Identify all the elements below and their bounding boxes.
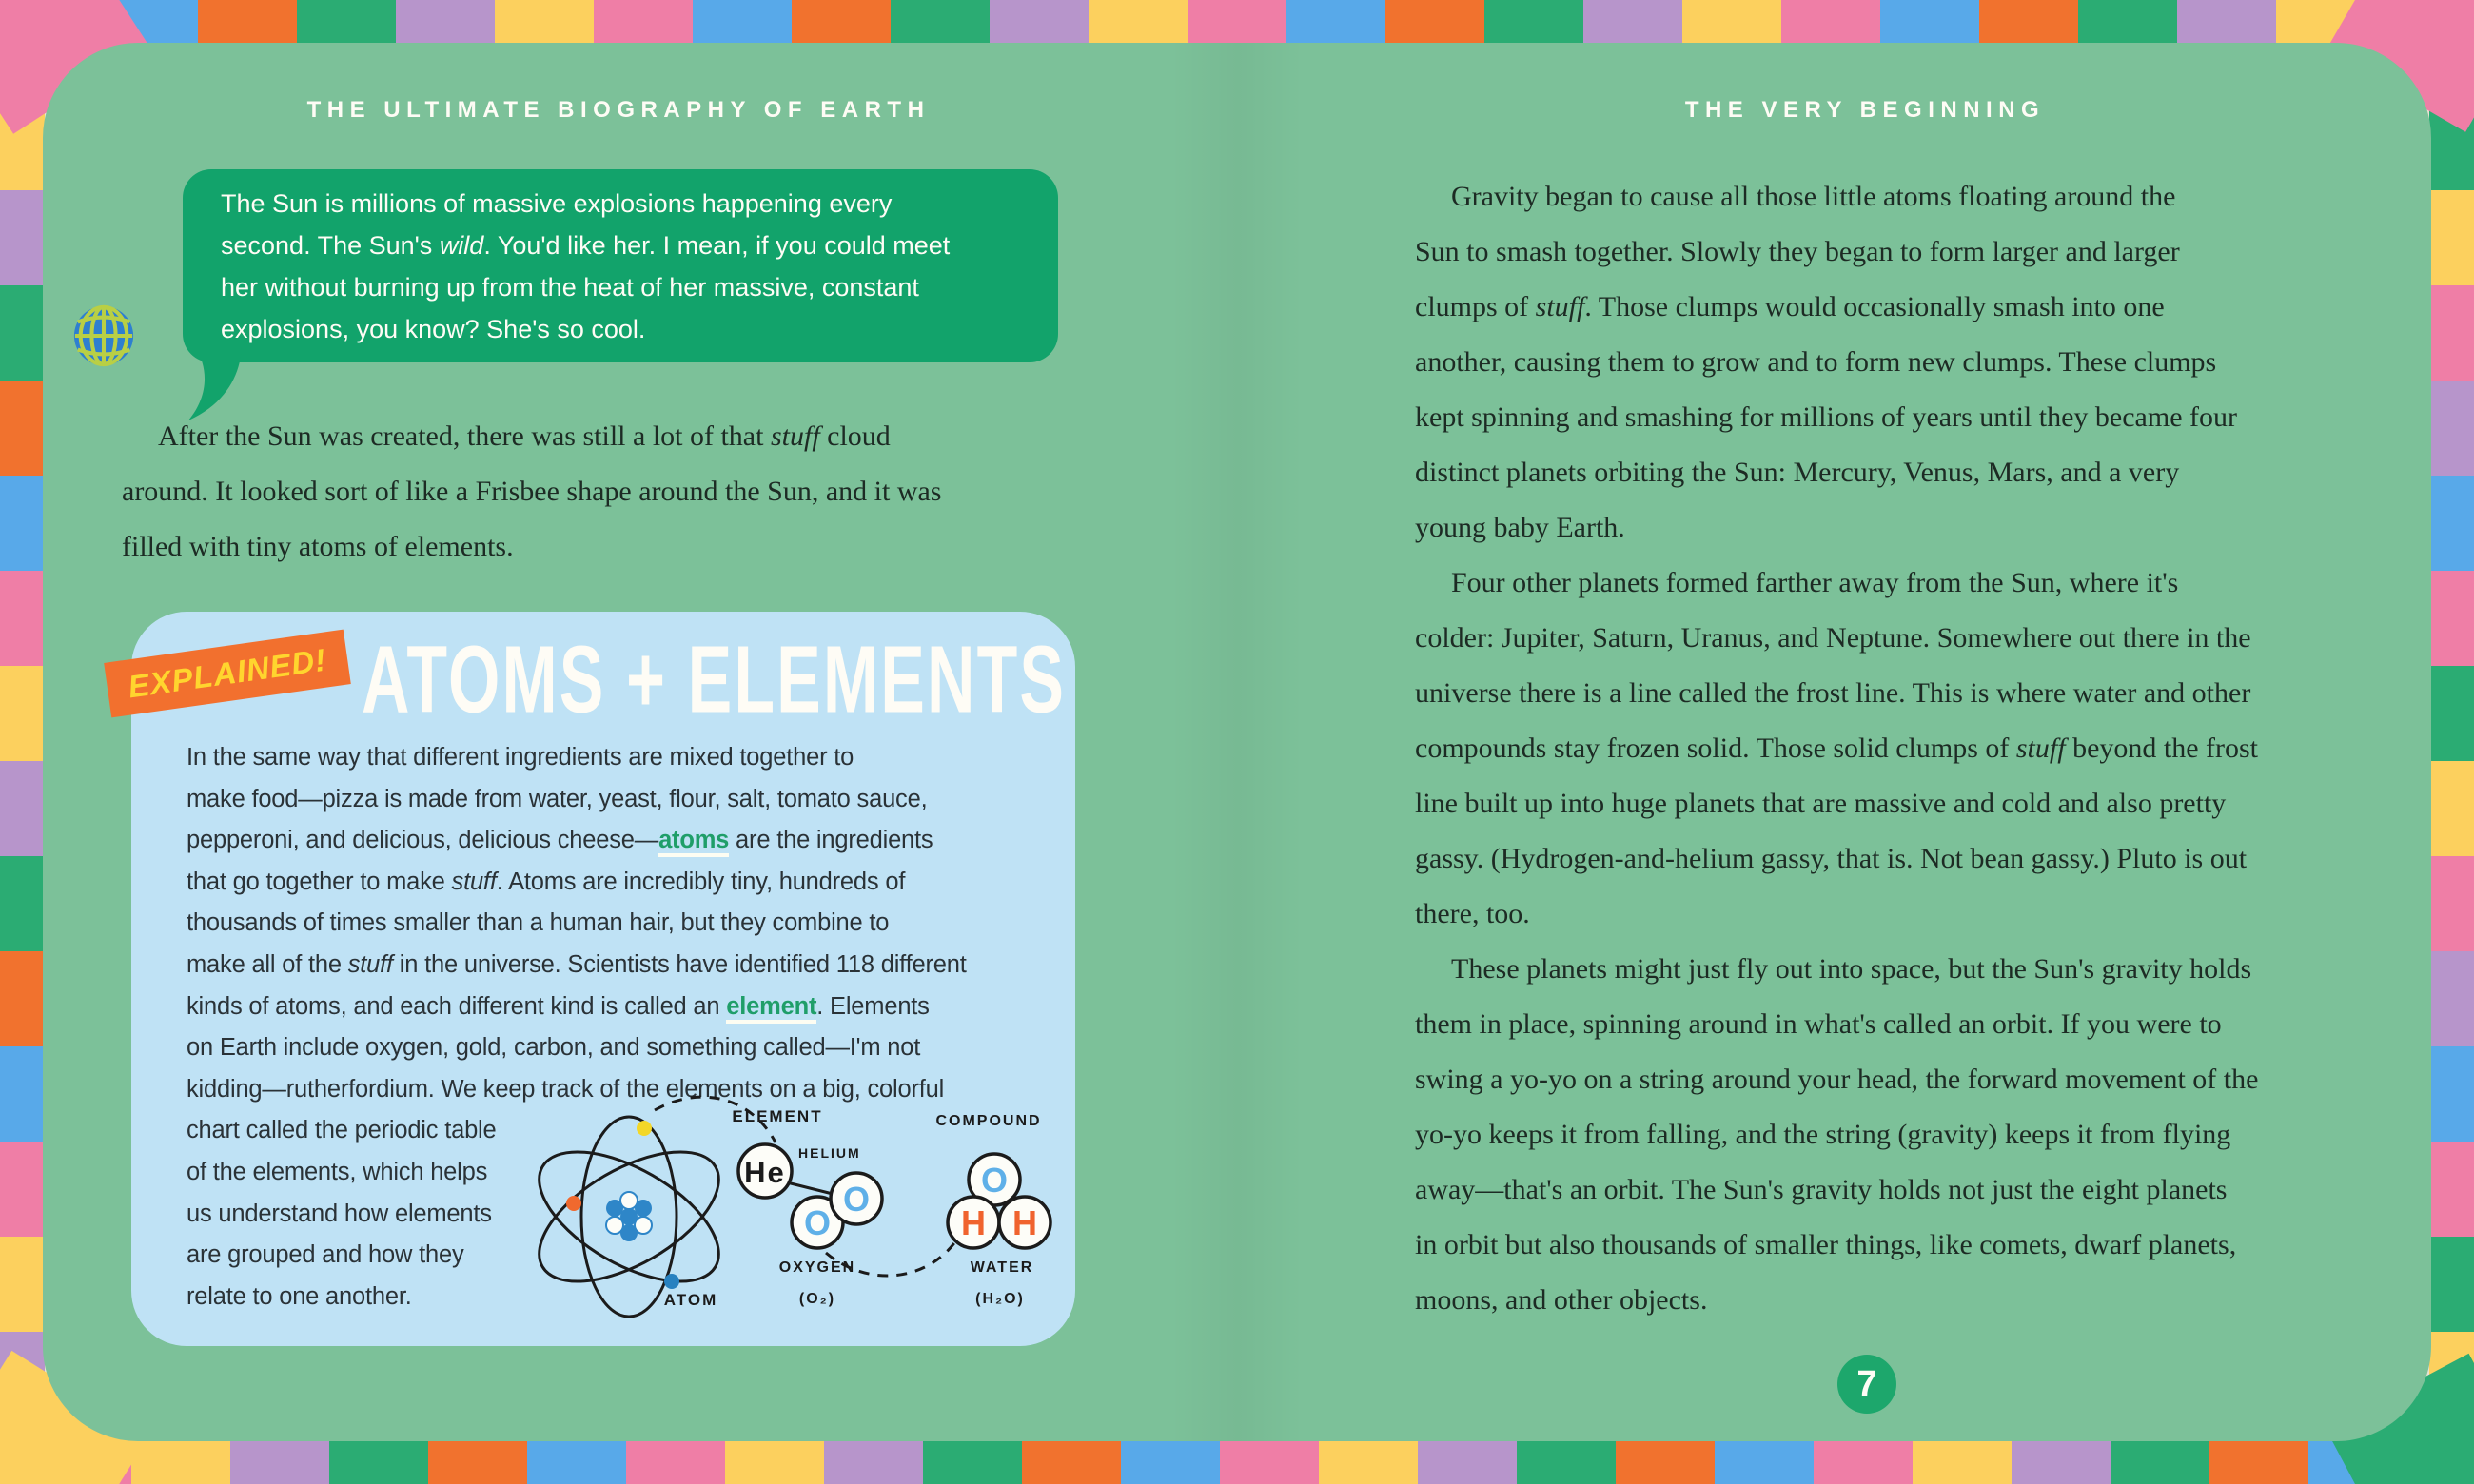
svg-text:HELIUM: HELIUM — [798, 1145, 861, 1162]
text-line — [187, 986, 1054, 1028]
page-panel — [43, 43, 2431, 1441]
border-block — [495, 0, 594, 45]
text-segment: them in place, spinning around in what's called an orbit. If you were to — [1415, 1008, 2222, 1040]
text-segment: . Atoms are incredibly tiny, hundreds of — [496, 868, 906, 895]
svg-text:WATER: WATER — [970, 1259, 1034, 1277]
border-block — [2429, 666, 2474, 761]
border-block — [527, 1439, 626, 1484]
border-block — [1022, 1439, 1121, 1484]
border-block — [1517, 1439, 1616, 1484]
text-line — [122, 409, 941, 464]
svg-text:(O₂): (O₂) — [798, 1291, 836, 1308]
text-line — [1415, 445, 2258, 500]
svg-text:H: H — [961, 1203, 986, 1243]
text-line — [221, 266, 1058, 308]
text-segment: compounds stay frozen solid. Those solid clumps of — [1415, 732, 2016, 764]
explained-body-narrow — [187, 1110, 536, 1318]
text-line — [1415, 721, 2258, 776]
text-segment: pepperoni, and delicious, delicious cheese— — [187, 827, 659, 854]
left-running-head: THE ULTIMATE BIOGRAPHY OF EARTH — [306, 97, 931, 123]
text-segment: make food—pizza is made from water, yeast, flour, salt, tomato sauce, — [187, 785, 928, 812]
border-block — [1089, 0, 1188, 45]
text-line — [122, 464, 941, 519]
text-segment: chart called the periodic table — [187, 1117, 497, 1144]
text-segment: . You'd like her. I mean, if you could meet — [483, 231, 951, 260]
text-line — [1415, 1162, 2258, 1218]
text-line — [1415, 169, 2258, 225]
text-segment: young baby Earth. — [1415, 512, 1625, 543]
text-segment: stuff — [770, 420, 820, 452]
text-line — [187, 945, 1054, 986]
border-block — [2429, 476, 2474, 571]
border-block — [1188, 0, 1286, 45]
text-segment: stuff — [1535, 291, 1585, 322]
svg-text:O: O — [842, 1180, 871, 1220]
text-line — [187, 1235, 536, 1277]
text-line — [187, 1277, 536, 1318]
text-line — [187, 903, 1054, 945]
text-segment: relate to one another. — [187, 1282, 412, 1310]
text-segment: universe there is a line called the frost line. This is where water and other — [1415, 677, 2251, 709]
border-block — [1913, 1439, 2012, 1484]
text-line — [1415, 1052, 2258, 1107]
text-line — [187, 737, 1054, 779]
text-segment: filled with tiny atoms of elements. — [122, 531, 514, 562]
glossary-term: element — [726, 993, 816, 1024]
text-line — [1415, 556, 2258, 611]
text-segment: around. It looked sort of like a Frisbee shape around the Sun, and it was — [122, 476, 942, 507]
border-block — [1979, 0, 2078, 45]
text-segment: cloud — [819, 420, 891, 452]
text-segment: line built up into huge planets that are massive and cold and also pretty — [1415, 788, 2227, 819]
svg-text:ATOM: ATOM — [663, 1291, 718, 1310]
text-segment: there, too. — [1415, 898, 1530, 929]
text-segment: stuff — [347, 950, 393, 978]
border-block — [2209, 1439, 2308, 1484]
text-line — [187, 1110, 536, 1152]
text-line — [1415, 335, 2258, 390]
text-segment: in the universe. Scientists have identified 118 different — [392, 950, 967, 978]
text-segment: beyond the frost — [2065, 732, 2259, 764]
text-segment: stuff — [451, 868, 497, 895]
border-block — [1880, 0, 1979, 45]
text-line — [1415, 887, 2258, 942]
text-segment: colder: Jupiter, Saturn, Uranus, and Neptune. Somewhere out there in the — [1415, 622, 2251, 654]
border-block — [2429, 1142, 2474, 1237]
border-block — [2429, 856, 2474, 951]
text-segment: kinds of atoms, and each different kind is called an — [187, 992, 727, 1020]
text-segment: gassy. (Hydrogen-and-helium gassy, that is. Not bean gassy.) Pluto is out — [1415, 843, 2248, 874]
border-block — [0, 856, 45, 951]
border-block — [1682, 0, 1781, 45]
border-block — [2177, 0, 2276, 45]
border-block — [1220, 1439, 1319, 1484]
speech-bubble-text — [221, 183, 1058, 350]
text-line — [187, 1152, 536, 1194]
text-segment: clumps of — [1415, 291, 1536, 322]
text-line — [221, 225, 1058, 266]
border-block — [1484, 0, 1583, 45]
border-block — [2429, 571, 2474, 666]
border-block — [297, 0, 396, 45]
text-segment: The Sun is millions of massive explosions happening every — [221, 189, 893, 218]
border-block — [693, 0, 792, 45]
text-line — [122, 519, 941, 575]
svg-text:He: He — [744, 1156, 786, 1190]
border-block — [0, 285, 45, 381]
svg-text:O: O — [980, 1161, 1009, 1201]
text-line — [187, 862, 1054, 904]
text-segment: thousands of times smaller than a human hair, but they combine to — [187, 909, 890, 937]
text-line — [1415, 1107, 2258, 1162]
border-block — [725, 1439, 824, 1484]
text-segment: Sun to smash together. Slowly they began to form larger and larger — [1415, 236, 2180, 267]
explained-tag: EXPLAINED! — [104, 630, 350, 718]
border-block — [2429, 1237, 2474, 1332]
svg-text:ELEMENT: ELEMENT — [732, 1107, 823, 1126]
border-block — [198, 0, 297, 45]
text-segment: kept spinning and smashing for millions of years until they became four — [1415, 401, 2237, 433]
electron-yellow — [637, 1121, 652, 1136]
text-line — [221, 308, 1058, 350]
border-block — [824, 1439, 923, 1484]
border-block — [428, 1439, 527, 1484]
border-block — [990, 0, 1089, 45]
border-block — [0, 571, 45, 666]
text-segment: another, causing them to grow and to form new clumps. These clumps — [1415, 346, 2217, 378]
border-block — [1781, 0, 1880, 45]
border-block — [2429, 381, 2474, 476]
text-segment: in orbit but also thousands of smaller things, like comets, dwarf planets, — [1415, 1229, 2237, 1260]
text-segment: In the same way that different ingredients are mixed together to — [187, 744, 854, 771]
border-block — [626, 1439, 725, 1484]
border-block — [792, 0, 891, 45]
text-line — [187, 779, 1054, 821]
border-block — [131, 1439, 230, 1484]
text-segment: wild — [439, 231, 484, 260]
text-segment: These planets might just fly out into space, but the Sun's gravity holds — [1451, 953, 2252, 985]
text-line — [187, 1027, 1054, 1069]
text-segment: on Earth include oxygen, gold, carbon, and something called—I'm not — [187, 1034, 921, 1062]
border-block — [396, 0, 495, 45]
border-block — [1814, 1439, 1913, 1484]
text-segment: Gravity began to cause all those little atoms floating around the — [1451, 181, 2176, 212]
text-segment: of the elements, which helps — [187, 1158, 488, 1185]
text-line — [1415, 500, 2258, 556]
svg-text:O: O — [803, 1203, 832, 1243]
text-line — [1415, 776, 2258, 831]
border-block — [1121, 1439, 1220, 1484]
text-line — [1415, 831, 2258, 887]
border-block — [0, 761, 45, 856]
text-segment: Four other planets formed farther away from the Sun, where it's — [1451, 567, 2179, 598]
text-segment: her without burning up from the heat of her massive, constant — [221, 273, 919, 302]
text-line — [1415, 280, 2258, 335]
text-line — [1415, 225, 2258, 280]
explained-body — [187, 737, 1054, 1336]
svg-text:OXYGEN: OXYGEN — [778, 1259, 856, 1277]
border-block — [2429, 1046, 2474, 1142]
text-segment: stuff — [2015, 732, 2066, 764]
text-segment: make all of the — [187, 950, 348, 978]
border-block — [1616, 1439, 1715, 1484]
text-segment: explosions, you know? She's so cool. — [221, 315, 646, 343]
border-block — [0, 1046, 45, 1142]
text-segment: away—that's an orbit. The Sun's gravity holds not just the eight planets — [1415, 1174, 2228, 1205]
text-segment: us understand how elements — [187, 1200, 492, 1227]
svg-text:H: H — [1012, 1203, 1037, 1243]
border-block — [891, 0, 990, 45]
border-block — [2429, 285, 2474, 381]
border-block — [2111, 1439, 2209, 1484]
atom-diagram — [536, 1084, 1054, 1336]
border-block — [1286, 0, 1385, 45]
border-block — [594, 0, 693, 45]
border-block — [0, 1237, 45, 1332]
page-number-badge: 7 — [1837, 1355, 1896, 1414]
electron-blue — [664, 1274, 679, 1289]
text-segment: kidding—rutherfordium. We keep track of the elements on a big, colorful — [187, 1075, 945, 1103]
border-block — [0, 190, 45, 285]
atom-nucleus — [606, 1192, 652, 1241]
text-line — [187, 1194, 536, 1236]
border-block — [0, 1142, 45, 1237]
text-line — [187, 820, 1054, 862]
border-block — [1385, 0, 1484, 45]
text-line — [1415, 390, 2258, 445]
text-line — [1415, 666, 2258, 721]
text-segment: distinct planets orbiting the Sun: Mercury, Venus, Mars, and a very — [1415, 457, 2180, 488]
text-segment: swing a yo-yo on a string around your head, the forward movement of the — [1415, 1064, 2259, 1095]
right-page-text — [1415, 169, 2258, 1328]
border-block — [2012, 1439, 2111, 1484]
border-block — [0, 476, 45, 571]
text-line — [1415, 997, 2258, 1052]
right-running-head: THE VERY BEGINNING — [1684, 97, 2046, 123]
text-line — [1415, 1218, 2258, 1273]
border-block — [2429, 190, 2474, 285]
text-segment: second. The Sun's — [221, 231, 440, 260]
border-block — [329, 1439, 428, 1484]
text-segment: are the ingredients — [729, 827, 933, 854]
text-segment: . Elements — [816, 992, 930, 1020]
globe-icon — [71, 303, 136, 368]
text-segment: yo-yo keeps it from falling, and the string (gravity) keeps it from flying — [1415, 1119, 2231, 1150]
svg-text:(H₂O): (H₂O) — [975, 1291, 1025, 1308]
border-block — [230, 1439, 329, 1484]
electron-orange — [566, 1196, 581, 1211]
left-page-paragraph — [122, 409, 941, 575]
text-line — [221, 183, 1058, 225]
border-block — [0, 951, 45, 1046]
border-block — [0, 381, 45, 476]
text-segment: After the Sun was created, there was still a lot of that — [158, 420, 771, 452]
svg-text:COMPOUND: COMPOUND — [935, 1113, 1042, 1130]
explained-body-wide — [187, 737, 1054, 1110]
border-block — [2429, 951, 2474, 1046]
explained-box — [126, 612, 1075, 1346]
speech-bubble — [183, 169, 1058, 362]
border-block — [2429, 761, 2474, 856]
text-line — [1415, 942, 2258, 997]
text-segment: are grouped and how they — [187, 1241, 464, 1269]
border-block — [1715, 1439, 1814, 1484]
text-line — [1415, 611, 2258, 666]
border-block — [1418, 1439, 1517, 1484]
text-segment: moons, and other objects. — [1415, 1284, 1708, 1316]
border-block — [923, 1439, 1022, 1484]
border-block — [2078, 0, 2177, 45]
explained-title: ATOMS + ELEMENTS — [362, 626, 1067, 733]
border-block — [1583, 0, 1682, 45]
border-block — [0, 666, 45, 761]
text-line — [1415, 1273, 2258, 1328]
glossary-term: atoms — [658, 827, 729, 857]
text-segment: . Those clumps would occasionally smash into one — [1584, 291, 2165, 322]
border-block — [1319, 1439, 1418, 1484]
text-segment: that go together to make — [187, 868, 452, 895]
